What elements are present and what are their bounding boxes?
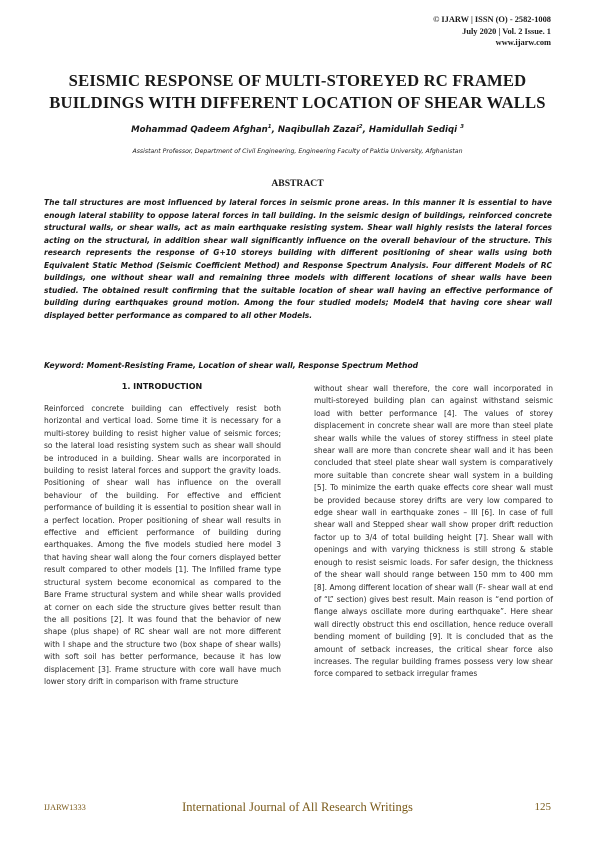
paper-title <box>0 70 595 114</box>
author-sup: 3 <box>460 124 464 130</box>
body-column-left: Reinforced concrete building can effectively resist both horizontal and vertical load. Some time it is necessary for a multi-storey building to resist higher value of seismic forces; so the lateral load resisting system such as shear wall should be introduced in a building. Shear walls are incorporated in building to resist lateral forces and support the gravity loads. Positioning of shear wall has influence on the overall behaviour of the building. For effective and efficient performance of building it is essential to position shear wall in a perfect location. Proper positioning of shear wall results in effective and efficient performance of building during earthquakes. Among the five models studied here model 3 that having shear wall along the four corners displayed better result compared to other models [1]. The Infilled frame type structural system become economical as compared to the Bare Frame structural system and while shear walls provided at corner on each side the structure gives better result than the all positions [2]. It was found that the behavior of new shape (plus shape) of RC shear wall are not more different with I shape and the structure two (box shape of shear walls) with soft soil has better performance, because it has low displacement [3]. Frame structure with core wall have much lower story drift in comparison with frame structure <box>44 404 281 686</box>
author-name: Mohammad Qadeem Afghan <box>131 124 268 135</box>
author-name: Hamidullah Sediqi <box>368 124 458 135</box>
title-line-2: BUILDINGS WITH DIFFERENT LOCATION OF SHEAR WALLS <box>49 93 546 112</box>
keywords: Keyword: Moment-Resisting Frame, Location of shear wall, Response Spectrum Method <box>44 361 419 370</box>
footer-journal-name: International Journal of All Research Writings <box>182 800 413 814</box>
author-list: Mohammad Qadeem Afghan$^1$, Naqibullah Zazai$^2$, Hamidullah Sediqi $^3$ <box>131 124 464 135</box>
header-issn: © IJARW | ISSN (O) - 2582-1008 <box>433 15 551 24</box>
abstract-heading: ABSTRACT <box>271 178 324 189</box>
section-heading: 1. INTRODUCTION <box>121 382 203 391</box>
footer-page-number: 125 <box>534 801 551 813</box>
author-sup: 2 <box>358 124 363 130</box>
title-line-1: SEISMIC RESPONSE OF MULTI-STOREYED RC FRAMED <box>68 71 527 90</box>
abstract-text: The tall structures are most influenced by lateral forces in seismic prone areas. In this manner it is essential to have enough lateral stability to oppose lateral forces in tall building. In the seismic design of buildings, reinforced concrete structural walls, or shear walls, act as main earthquake resisting system. Shear wall highly resists the lateral forces acting on the structural, in addition shear wall significantly influence on the overall behaviour of the structure. This research represents the response of G+10 storeys building with different positioning of shear walls using both Equivalent Static Method (Seismic Coefficient Method) and Response Spectrum Analysis. Four different Models of RC buildings, one without shear wall and remaining three models with different locations of shear walls have been studied. The obtained result confirming that the suitable location of shear wall having an effective performance of building during earthquakes ground motion. Among the four studied models; Model4 that having core shear wall displayed better performance as compared to all other Models. <box>44 198 552 320</box>
header-issue: July 2020 | Vol. 2 Issue. 1 <box>462 26 551 36</box>
affiliation: Assistant Professor, Department of Civil Engineering, Engineering Faculty of Paktia University, Afghanistan <box>132 148 463 155</box>
author-sup: 1 <box>267 124 272 130</box>
body-column-right: without shear wall therefore, the core wall incorporated in multi-storeyed building plan can against withstand seismic load with better performance [4]. The values of storey displacement in concrete shear wall are more than steel plate shear walls while the values of storey stiffness in steel plate shear wall are more than concrete shear wall and it has been concluded that steel plate shear wall system is comparatively more suitable than concrete shear wall system in a building [5]. To minimize the earth quake effects core shear wall must be provided because storey drifts are very low compared to edge shear wall in earthquake zones – III [6]. In case of full shear wall and Stepped shear wall show proper drift reduction factor up to 3/4 of total building height [7]. Shear wall with openings and with varying thickness is still strong & stable enough to resist seismic loads. For safer design, the thickness of the shear wall should range between 150 mm to 400 mm [8]. Among different location of shear wall (F- shear wall at end of “L” section) gives best result. Main reason is “end portion of flange always oscillate more during earthquake”. Here shear wall directly obstruct this end oscillation, hence reduce overall bending moment of building [9]. It is concluded that as the amount of setback increases, the critical shear force also increases. The regular building frames possess very low shear force compared to setback irregular frames <box>314 384 553 679</box>
author-name: Naqibullah Zazai <box>277 124 359 135</box>
journal-header <box>433 14 551 49</box>
footer-paper-id: IJARW1333 <box>44 803 86 812</box>
header-website[interactable]: www.ijarw.com <box>495 38 551 47</box>
